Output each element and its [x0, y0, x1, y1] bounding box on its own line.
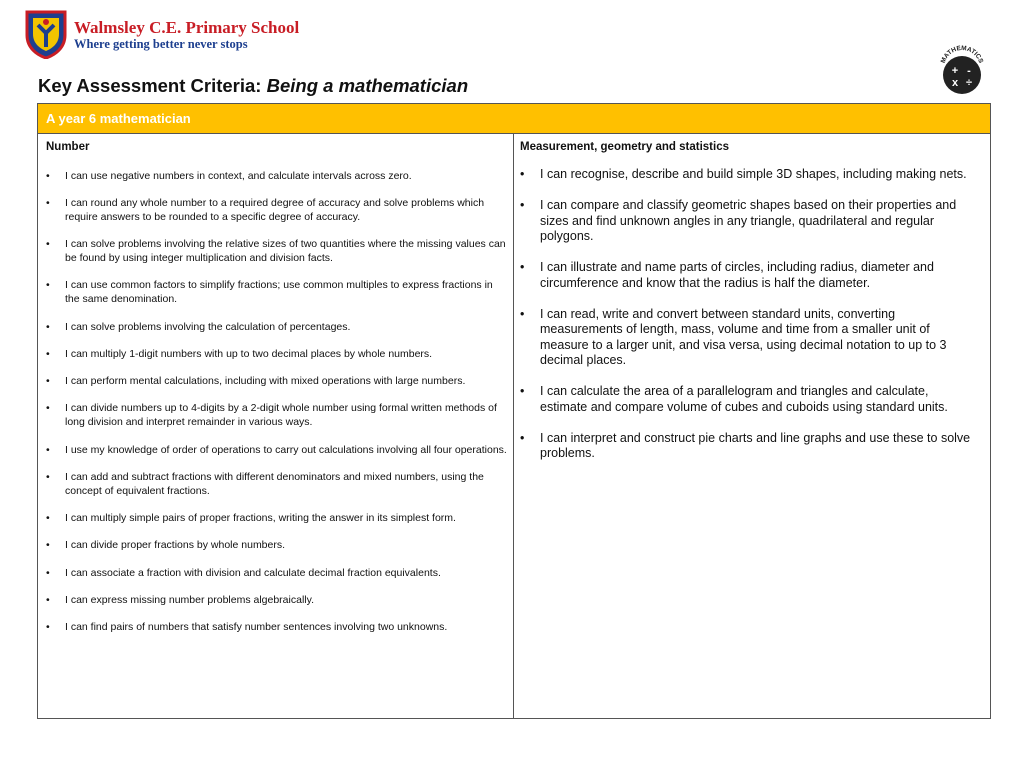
criteria-text: I can use negative numbers in context, and calculate intervals across zero.: [65, 170, 412, 182]
criteria-item: [46, 567, 510, 581]
criteria-text: I can interpret and construct pie charts and line graphs and use these to solve problems.: [540, 430, 971, 460]
page-title: [38, 75, 468, 97]
criteria-text: I use my knowledge of order of operations to carry out calculations involving all four operations.: [65, 443, 507, 456]
criteria-item: [520, 384, 972, 415]
bullet-point: •: [46, 593, 50, 606]
criteria-text: I can express missing number problems algebraically.: [65, 593, 314, 606]
criteria-text: I can use common factors to simplify fractions; use common multiples to express fractions in the same denomination.: [65, 279, 493, 306]
badge-minus: -: [967, 65, 971, 77]
criteria-item: [46, 402, 510, 430]
year-heading: A year 6 mathematician: [38, 104, 990, 134]
bullet-point: •: [46, 347, 50, 360]
criteria-text: I can divide numbers up to 4-digits by a 2-digit whole number using formal written methods of long division and interpret remainder in various ways.: [65, 402, 497, 429]
criteria-item: [46, 539, 510, 553]
criteria-item: [46, 621, 510, 635]
bullet-point: •: [46, 621, 50, 634]
number-criteria-list: [46, 170, 505, 635]
criteria-item: [520, 260, 972, 291]
criteria-text: I can add and subtract fractions with different denominators and mixed numbers, using the concept of equivalent fractions.: [65, 470, 484, 497]
measurement-column: [514, 134, 990, 718]
number-column: [38, 134, 514, 718]
criteria-text: I can solve problems involving the calculation of percentages.: [65, 320, 351, 333]
badge-label: MATHEMATICS: [939, 44, 985, 65]
mathematics-badge-icon: [936, 44, 988, 96]
assessment-table: [37, 103, 991, 719]
bullet-point: •: [520, 430, 525, 445]
criteria-item: [520, 198, 972, 245]
title-subject: Being a mathematician: [266, 75, 469, 96]
criteria-item: [520, 167, 972, 183]
criteria-item: [520, 431, 972, 462]
criteria-text: I can find pairs of numbers that satisfy number sentences involving two unknowns.: [65, 621, 448, 634]
badge-plus: +: [951, 65, 959, 77]
badge-divide: ÷: [965, 77, 973, 89]
bullet-point: •: [46, 197, 50, 210]
criteria-text: I can compare and classify geometric shapes based on their properties and sizes and find unknown angles in any triangle, quadrilateral and regular polygons.: [540, 198, 957, 243]
criteria-item: [46, 238, 510, 266]
bullet-point: •: [46, 511, 50, 524]
badge-times: x: [951, 77, 959, 89]
criteria-text: I can solve problems involving the relative sizes of two quantities where the missing values can be found by using integer multiplication and division facts.: [65, 238, 506, 265]
criteria-item: [46, 375, 510, 389]
bullet-point: •: [46, 238, 50, 251]
bullet-point: •: [520, 167, 525, 181]
criteria-text: I can multiply simple pairs of proper fractions, writing the answer in its simplest form.: [65, 511, 456, 524]
criteria-item: [46, 444, 510, 458]
criteria-item: [46, 594, 510, 608]
bullet-point: •: [520, 260, 525, 274]
criteria-item: [46, 170, 510, 184]
criteria-item: [46, 197, 510, 225]
criteria-item: [46, 471, 510, 499]
criteria-item: [46, 512, 510, 526]
criteria-text: I can read, write and convert between standard units, converting measurements of length, mass, volume and time from a smaller unit of measure to a larger unit, and visa versa, using decimal notation to up to 3 decimal places.: [540, 306, 947, 367]
bullet-point: •: [46, 320, 50, 333]
criteria-item: [46, 348, 510, 362]
bullet-point: •: [520, 198, 525, 212]
title-prefix: Key Assessment Criteria:: [38, 75, 262, 96]
bullet-point: •: [46, 402, 50, 415]
bullet-point: •: [46, 539, 50, 552]
criteria-text: I can recognise, describe and build simple 3D shapes, including making nets.: [540, 167, 967, 181]
criteria-text: I can illustrate and name parts of circles, including radius, diameter and circumference and know that the radius is half the diameter.: [540, 260, 934, 290]
bullet-point: •: [46, 279, 50, 292]
bullet-point: •: [520, 306, 525, 321]
bullet-point: •: [520, 384, 525, 398]
criteria-text: I can round any whole number to a required degree of accuracy and solve problems which require answers to be rounded to a specific degree of accuracy.: [65, 197, 485, 224]
criteria-text: I can calculate the area of a parallelogram and triangles and calculate, estimate and compare volume of cubes and cuboids using standard units.: [540, 384, 948, 414]
criteria-text: I can associate a fraction with division and calculate decimal fraction equivalents.: [65, 566, 441, 579]
number-heading: Number: [46, 141, 90, 153]
school-motto: Where getting better never stops: [74, 36, 248, 51]
school-logo: [24, 8, 299, 60]
bullet-point: •: [46, 566, 50, 579]
measurement-criteria-list: [520, 167, 982, 462]
criteria-text: I can divide proper fractions by whole numbers.: [65, 539, 286, 552]
school-name: Walmsley C.E. Primary School: [74, 17, 300, 37]
criteria-item: [46, 279, 510, 307]
criteria-text: I can multiply 1-digit numbers with up to two decimal places by whole numbers.: [65, 347, 433, 360]
criteria-item: [520, 307, 972, 369]
measurement-heading: Measurement, geometry and statistics: [520, 141, 729, 153]
bullet-point: •: [46, 170, 50, 182]
bullet-point: •: [46, 443, 50, 456]
criteria-item: [46, 321, 510, 335]
school-crest-icon: [24, 9, 68, 59]
bullet-point: •: [46, 470, 50, 483]
criteria-text: I can perform mental calculations, including with mixed operations with large numbers.: [65, 375, 466, 388]
bullet-point: •: [46, 375, 50, 388]
